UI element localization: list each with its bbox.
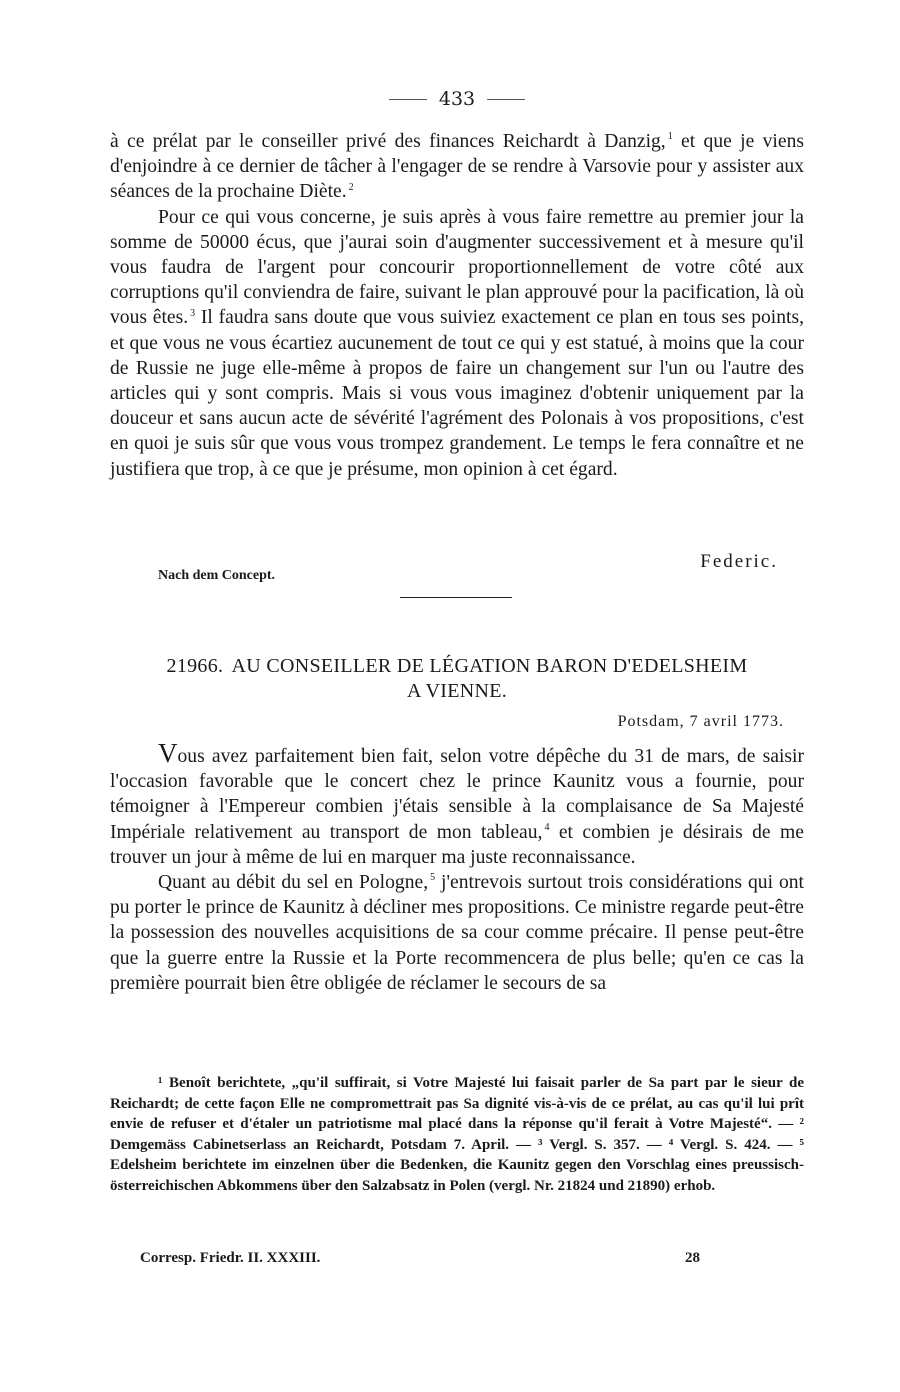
footnote-ref: 5 — [430, 872, 436, 884]
letter-number: 21966. — [166, 655, 224, 677]
source-note: Nach dem Concept. — [158, 568, 276, 583]
page-header — [110, 88, 804, 110]
header-dash-left — [389, 99, 427, 100]
signature: Federic. — [700, 551, 778, 572]
section-divider — [400, 597, 512, 598]
letter-title — [110, 654, 804, 704]
paragraph — [110, 205, 804, 482]
footnote-ref: 1 — [667, 131, 673, 143]
paragraph-text: ous avez parfaitement bien fait, selon votre dépêche du 31 de mars, de saisir l'occasion favorable que le concert chez le prince Kaunitz vous a fournie, pour témoigner à l'Empereur combien j'étais sensible à la complaisance de Sa Majesté Impériale relativement au transport de mon tableau, — [110, 746, 804, 843]
page-number: 433 — [438, 88, 476, 110]
title-line-2: A VIENNE. — [406, 680, 508, 702]
footnote-ref: 3 — [190, 307, 196, 319]
header-dash-right — [487, 99, 525, 100]
paragraph-text: à ce prélat par le conseiller privé des finances Reichardt à Danzig, — [110, 131, 666, 152]
dateline: Potsdam, 7 avril 1773. — [617, 713, 784, 730]
page-footer — [140, 1250, 700, 1267]
letter-body-2 — [110, 738, 804, 996]
paragraph-text: et que je viens d'enjoindre à ce dernier de tâcher à l'engager de se rendre à Varsovie pour y assister aux séances de la prochaine Diète. — [110, 131, 804, 203]
paragraph-text: et combien je désirais de me trouver un jour à même de lui en marquer ma juste reconnaissance. — [110, 821, 804, 868]
paragraph — [110, 870, 804, 996]
paragraph — [110, 129, 804, 205]
footer-signature-mark: 28 — [685, 1250, 700, 1266]
title-line-1: AU CONSEILLER DE LÉGATION BARON D'EDELSHEIM — [231, 655, 748, 677]
footnote-ref: 4 — [544, 822, 550, 834]
paragraph-text: Quant au débit du sel en Pologne, — [158, 872, 429, 894]
paragraph-text: Pour ce qui vous concerne, je suis après à vous faire remettre au premier jour la somme de 50000 écus, que j'aurai soin d'augmenter successivement et à mesure qu'il vous faudra de l'argent pour concourir proportionnellement de votre côté aux corruptions qu'il conviendra de faire, suivant le plan approuvé pour la pacification, là où vous êtes. — [110, 206, 804, 329]
paragraph-text: Il faudra sans doute que vous suiviez exactement ce plan en tous ses points, et que vous ne vous écartiez aucunement de tout ce qui y est statué, à moins que la cour de Russie ne juge elle-même à propos de faire un changement sur l'un ou l'autre des articles qui y sont compris. Mais si vous vous imaginez d'obtenir uniquement par la douceur et sans aucun acte de sévérité l'agrément des Polonais à vos propositions, c'est en quoi je suis sûr que vous vous trompez grandement. Le temps le fera connaître et ne justifiera que trop, à ce que je présume, mon opinion à cet égard. — [110, 307, 805, 480]
footer-volume: Corresp. Friedr. II. XXXIII. — [140, 1250, 321, 1266]
paragraph — [110, 738, 804, 870]
initial-letter: V — [158, 738, 178, 768]
footnote-ref: 2 — [348, 181, 354, 193]
footnotes: ¹ Benoît berichtete, „qu'il suffirait, si Votre Majesté lui faisait parler de Sa part par le sieur de Reichardt; de cette façon Elle ne compromettrait pas Sa dignité vis-à-vis de ce prélat, au cas qu'il lui prît envie de refuser et d'étaler un patriotisme mal placé dans la réponse qu'il ferait à Votre Majesté“. — ² Demgemäss Cabinetserlass an Reichardt, Potsdam 7. April. — ³ Vergl. S. 357. — ⁴ Vergl. S. 424. — ⁵ Edelsheim berichtete im einzelnen über die Bedenken, die Kaunitz gegen den Vorschlag eines preussisch-österreichischen Abkommens über den Salzabsatz in Polen (vergl. Nr. 21824 und 21890) erhob. — [110, 1075, 804, 1194]
letter-body-1 — [110, 129, 804, 482]
paragraph-text: j'entrevois surtout trois considérations qui ont pu porter le prince de Kaunitz à décliner mes propositions. Ce ministre regarde peut-être la possession des nouvelles acquisitions de sa cour comme précaire. Il pense peut-être que la guerre entre la Russie et la Porte recommencera de plus belle; qu'en ce cas la première pourrait bien être obligée de réclamer le secours de sa — [110, 872, 804, 994]
